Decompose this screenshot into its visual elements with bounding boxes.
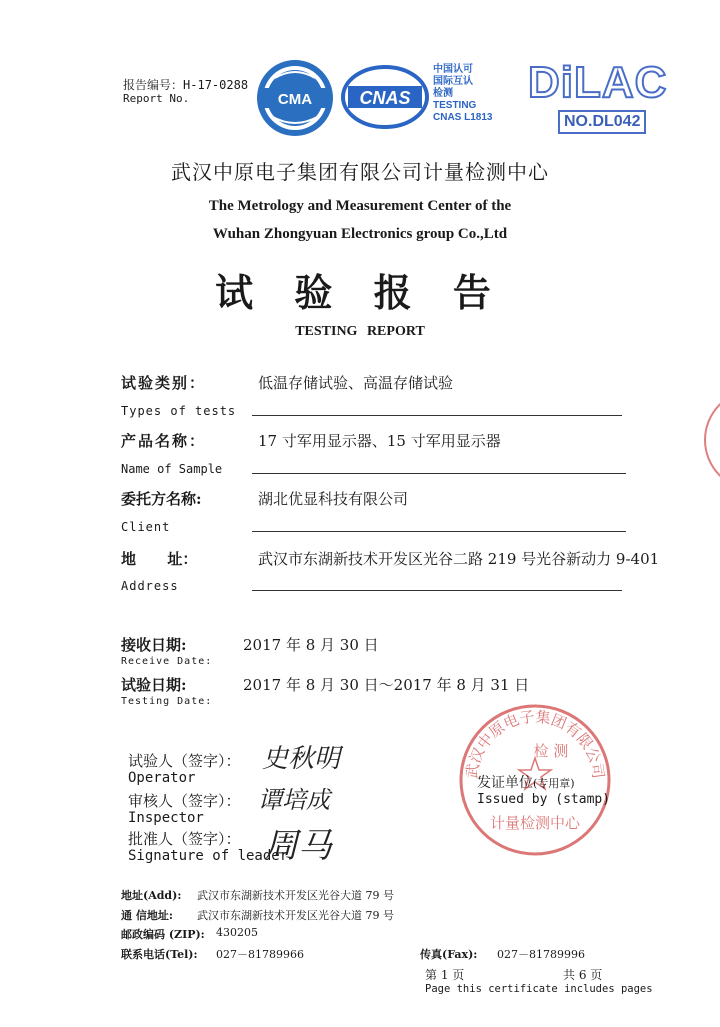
cma-logo bbox=[255, 58, 335, 138]
footer-mail-value: 武汉市东湖新技术开发区光谷大道 79 号 bbox=[197, 909, 394, 922]
cnas-logo bbox=[340, 62, 430, 132]
footer-mail-label: 通 信地址: bbox=[121, 909, 173, 922]
field-underline bbox=[252, 590, 622, 591]
field-label-address-en: Address bbox=[121, 579, 179, 593]
dilac-logo-text: DiLAC bbox=[528, 58, 668, 107]
cma-logo-text: CMA bbox=[277, 91, 313, 108]
leader-label-en: Signature of leader bbox=[128, 848, 289, 864]
cnas-caption-line: 检测 bbox=[433, 88, 453, 99]
footer-address-label: 地址(Add): bbox=[121, 889, 182, 902]
field-label-types-en: Types of tests bbox=[121, 404, 237, 418]
stamp-bottom-text: 计量检测中心 bbox=[489, 814, 581, 832]
field-value-sample: 17 寸军用显示器、15 寸军用显示器 bbox=[258, 432, 501, 450]
field-label-client-en: Client bbox=[121, 520, 171, 534]
field-label-sample-en: Name of Sample bbox=[121, 462, 223, 476]
inspector-signature: 谭培成 bbox=[258, 786, 330, 814]
field-underline bbox=[252, 531, 626, 532]
field-label-client-cn: 委托方名称: bbox=[121, 490, 202, 508]
report-title-cn: 试 验 报 告 bbox=[215, 270, 505, 315]
field-value-types: 低温存储试验、高温存储试验 bbox=[258, 374, 454, 392]
issued-by-cn: 发证单位 bbox=[477, 775, 533, 791]
dilac-number: NO.DL042 bbox=[558, 110, 646, 134]
operator-label-en: Operator bbox=[128, 770, 196, 786]
field-value-address: 武汉市东湖新技术开发区光谷二路 219 号光谷新动力 9-401 bbox=[258, 550, 660, 568]
operator-label-cn: 试验人（签字）： bbox=[128, 752, 241, 770]
stamp-center-text: 检 测 bbox=[533, 742, 569, 760]
dilac-logo bbox=[528, 60, 688, 134]
cnas-caption-line: CNAS L1813 bbox=[433, 112, 493, 123]
issued-by-note: (专用章) bbox=[533, 777, 575, 790]
cnas-caption-line: 中国认可 bbox=[433, 64, 473, 75]
report-number-label-cn: 报告编号： bbox=[123, 78, 184, 92]
report-number-value: H-17-0288 bbox=[183, 78, 249, 92]
org-name-cn: 武汉中原电子集团有限公司计量检测中心 bbox=[171, 160, 549, 184]
footer-tel-label: 联系电话(Tel): bbox=[121, 948, 198, 961]
issued-by-label-en: Issued by (stamp) bbox=[477, 792, 611, 807]
stamp-ring-text: 武汉中原电子集团有限公司 bbox=[462, 707, 608, 780]
field-underline bbox=[252, 415, 622, 416]
cnas-caption-line: 国际互认 bbox=[433, 76, 473, 87]
total-pages-cn: 共 6 页 bbox=[563, 968, 603, 982]
operator-signature: 史秋明 bbox=[262, 744, 341, 774]
issued-by-label-cn bbox=[477, 772, 575, 792]
receive-date-label-en: Receive Date: bbox=[121, 656, 213, 667]
org-name-en-line1: The Metrology and Measurement Center of the bbox=[208, 198, 512, 214]
footer-zip-label: 邮政编码 (ZIP): bbox=[121, 928, 205, 941]
testing-date-label-cn: 试验日期: bbox=[121, 676, 187, 694]
report-title-en: TESTING REPORT bbox=[295, 324, 425, 339]
field-value-client: 湖北优显科技有限公司 bbox=[258, 490, 409, 508]
leader-signature: 周马 bbox=[264, 826, 332, 866]
footer-fax-label: 传真(Fax): bbox=[420, 948, 478, 961]
cnas-logo-text: CNAS bbox=[359, 88, 411, 108]
footer-fax-value: 027－81789996 bbox=[497, 948, 585, 961]
cnas-caption bbox=[433, 64, 492, 124]
testing-date-label-en: Testing Date: bbox=[121, 696, 213, 707]
receive-date-value: 2017 年 8 月 30 日 bbox=[243, 636, 379, 654]
field-label-types-cn: 试验类别： bbox=[121, 374, 207, 392]
org-name-en-line2: Wuhan Zhongyuan Electronics group Co.,Ltd bbox=[212, 226, 508, 242]
footer-address-value: 武汉市东湖新技术开发区光谷大道 79 号 bbox=[197, 889, 394, 902]
report-number-label bbox=[123, 76, 248, 93]
inspector-label-cn: 审核人（签字）： bbox=[128, 792, 241, 810]
footer-zip-value: 430205 bbox=[216, 926, 258, 939]
page-number-cn: 第 1 页 bbox=[425, 968, 465, 982]
receive-date-label-cn: 接收日期: bbox=[121, 636, 187, 654]
testing-date-value: 2017 年 8 月 30 日～2017 年 8 月 31 日 bbox=[243, 676, 530, 694]
leader-label-cn: 批准人（签字）： bbox=[128, 830, 241, 848]
edge-stamp bbox=[695, 385, 720, 495]
field-label-address-cn: 地 址： bbox=[121, 550, 198, 568]
cnas-caption-line: TESTING bbox=[433, 100, 477, 111]
page-line-en: Page this certificate includes pages bbox=[425, 983, 653, 995]
inspector-label-en: Inspector bbox=[128, 810, 204, 826]
field-label-sample-cn: 产品名称： bbox=[121, 432, 207, 450]
field-underline bbox=[252, 473, 626, 474]
report-number-label-en: Report No. bbox=[123, 92, 190, 105]
footer-tel-value: 027－81789966 bbox=[216, 948, 304, 961]
